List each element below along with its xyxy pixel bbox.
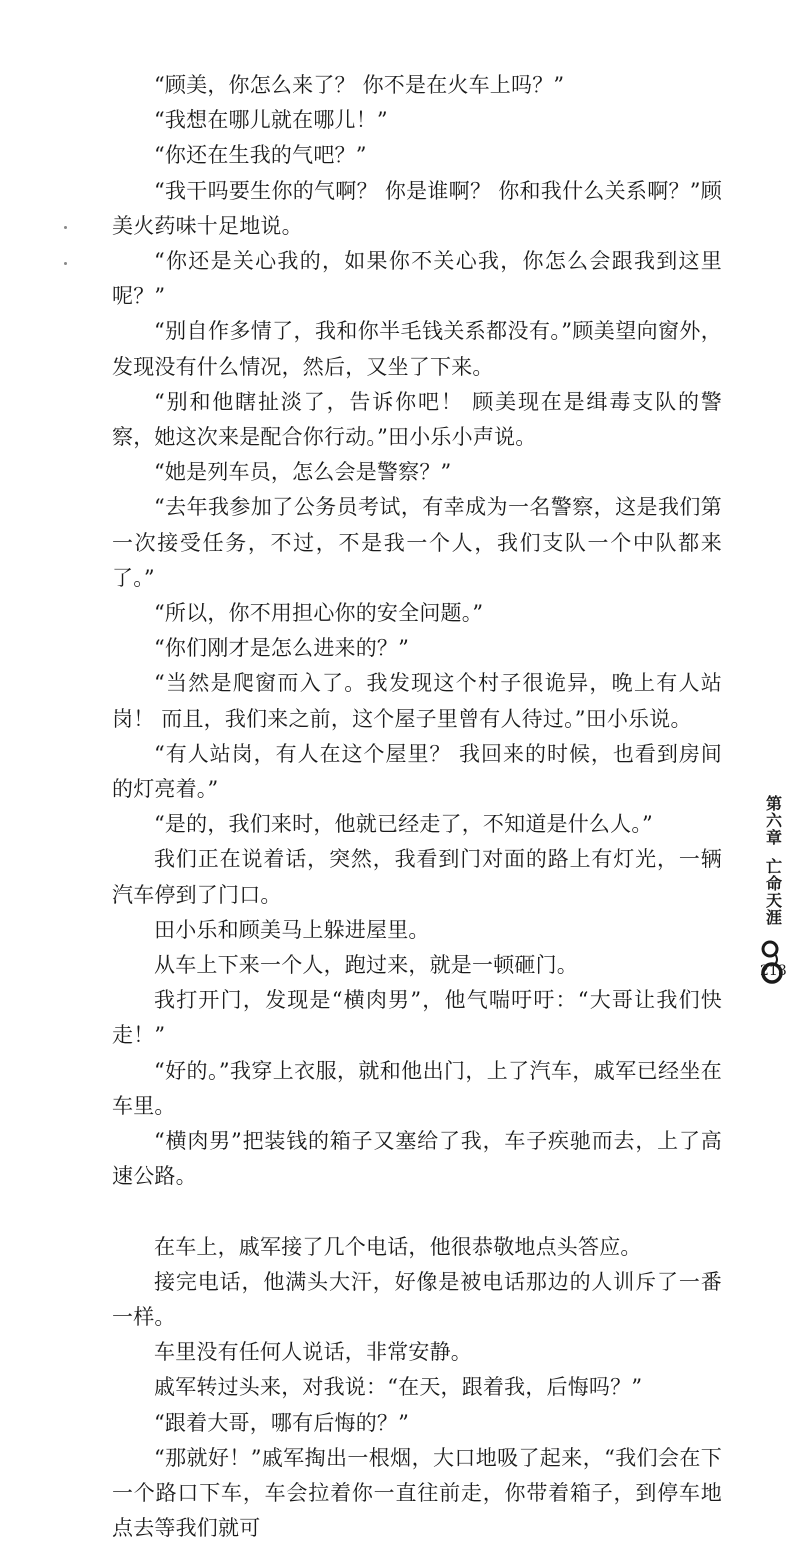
section-break bbox=[112, 1195, 722, 1230]
paragraph: “我干吗要生你的气啊？ 你是谁啊？ 你和我什么关系啊？”顾美火药味十足地说。 bbox=[112, 178, 722, 238]
paragraph: “有人站岗，有人在这个屋里？ 我回来的时候，也看到房间的灯亮着。” bbox=[112, 741, 722, 802]
paragraph: “所以，你不用担心你的安全问题。” bbox=[154, 601, 484, 626]
paragraph: “当然是爬窗而入了。我发现这个村子很诡异，晚上有人站岗！ 而且，我们来之前，这个屋子里曾有人待过。”田小乐说。 bbox=[112, 671, 722, 731]
paragraph: “好的。”我穿上衣服，就和他出门，上了汽车，戚军已经坐在车里。 bbox=[112, 1058, 722, 1118]
paragraph: “去年我参加了公务员考试，有幸成为一名警察，这是我们第一次接受任务，不过，不是我一个人，我们支队一个中队都来了。” bbox=[112, 495, 722, 590]
scan-speck bbox=[64, 226, 67, 229]
body-text bbox=[112, 68, 722, 1546]
paragraph: 田小乐和顾美马上躲进屋里。 bbox=[154, 917, 430, 942]
paragraph: 戚军转过头来，对我说：“在天，跟着我，后悔吗？” bbox=[154, 1375, 643, 1400]
paragraph: “顾美，你怎么来了？ 你不是在火车上吗？” bbox=[154, 73, 565, 97]
paragraph: “我想在哪儿就在哪儿！” bbox=[154, 108, 388, 133]
paragraph: “你还是关心我的，如果你不关心我，你怎么会跟我到这里呢？” bbox=[112, 249, 722, 309]
paragraph: 在车上，戚军接了几个电话，他很恭敬地点头答应。 bbox=[154, 1234, 642, 1259]
chapter-side-tab bbox=[758, 795, 788, 986]
scan-speck bbox=[64, 262, 67, 265]
paragraph: “你们刚才是怎么进来的？” bbox=[154, 636, 410, 661]
paragraph: 我打开门，发现是“横肉男”，他气喘吁吁：“大哥让我们快走！” bbox=[112, 988, 722, 1048]
paragraph: “别自作多情了，我和你半毛钱关系都没有。”顾美望向窗外，发现没有什么情况，然后，又坐了下来。 bbox=[112, 319, 722, 379]
paragraph: “横肉男”把装钱的箱子又塞给了我，车子疾驰而去，上了高速公路。 bbox=[112, 1129, 722, 1189]
paragraph: “别和他瞎扯淡了，告诉你吧！ 顾美现在是缉毒支队的警察，她这次来是配合你行动。”田小乐小声说。 bbox=[112, 389, 722, 450]
paragraph: “是的，我们来时，他就已经走了，不知道是什么人。” bbox=[154, 812, 653, 837]
paragraph: 车里没有任何人说话，非常安静。 bbox=[154, 1340, 472, 1365]
paragraph: 我们正在说着话，突然，我看到门对面的路上有灯光，一辆汽车停到了门口。 bbox=[112, 847, 722, 907]
chapter-label: 第六章 bbox=[763, 795, 783, 846]
paragraph: “她是列车员，怎么会是警察？” bbox=[154, 460, 452, 485]
chapter-title: 亡命天涯 bbox=[763, 858, 783, 926]
paragraph: 从车上下来一个人，跑过来，就是一顿砸门。 bbox=[154, 953, 578, 978]
page-number: 213 bbox=[760, 963, 787, 979]
paragraph: “你还在生我的气吧？” bbox=[154, 143, 367, 168]
paragraph: “跟着大哥，哪有后悔的？” bbox=[154, 1410, 410, 1435]
paragraph: 接完电话，他满头大汗，好像是被电话那边的人训斥了一番一样。 bbox=[112, 1269, 722, 1329]
paragraph: “那就好！”戚军掏出一根烟，大口地吸了起来，“我们会在下一个路口下车，车会拉着你一直往前走，你带着箱子，到停车地点去等我们就可 bbox=[112, 1445, 722, 1541]
